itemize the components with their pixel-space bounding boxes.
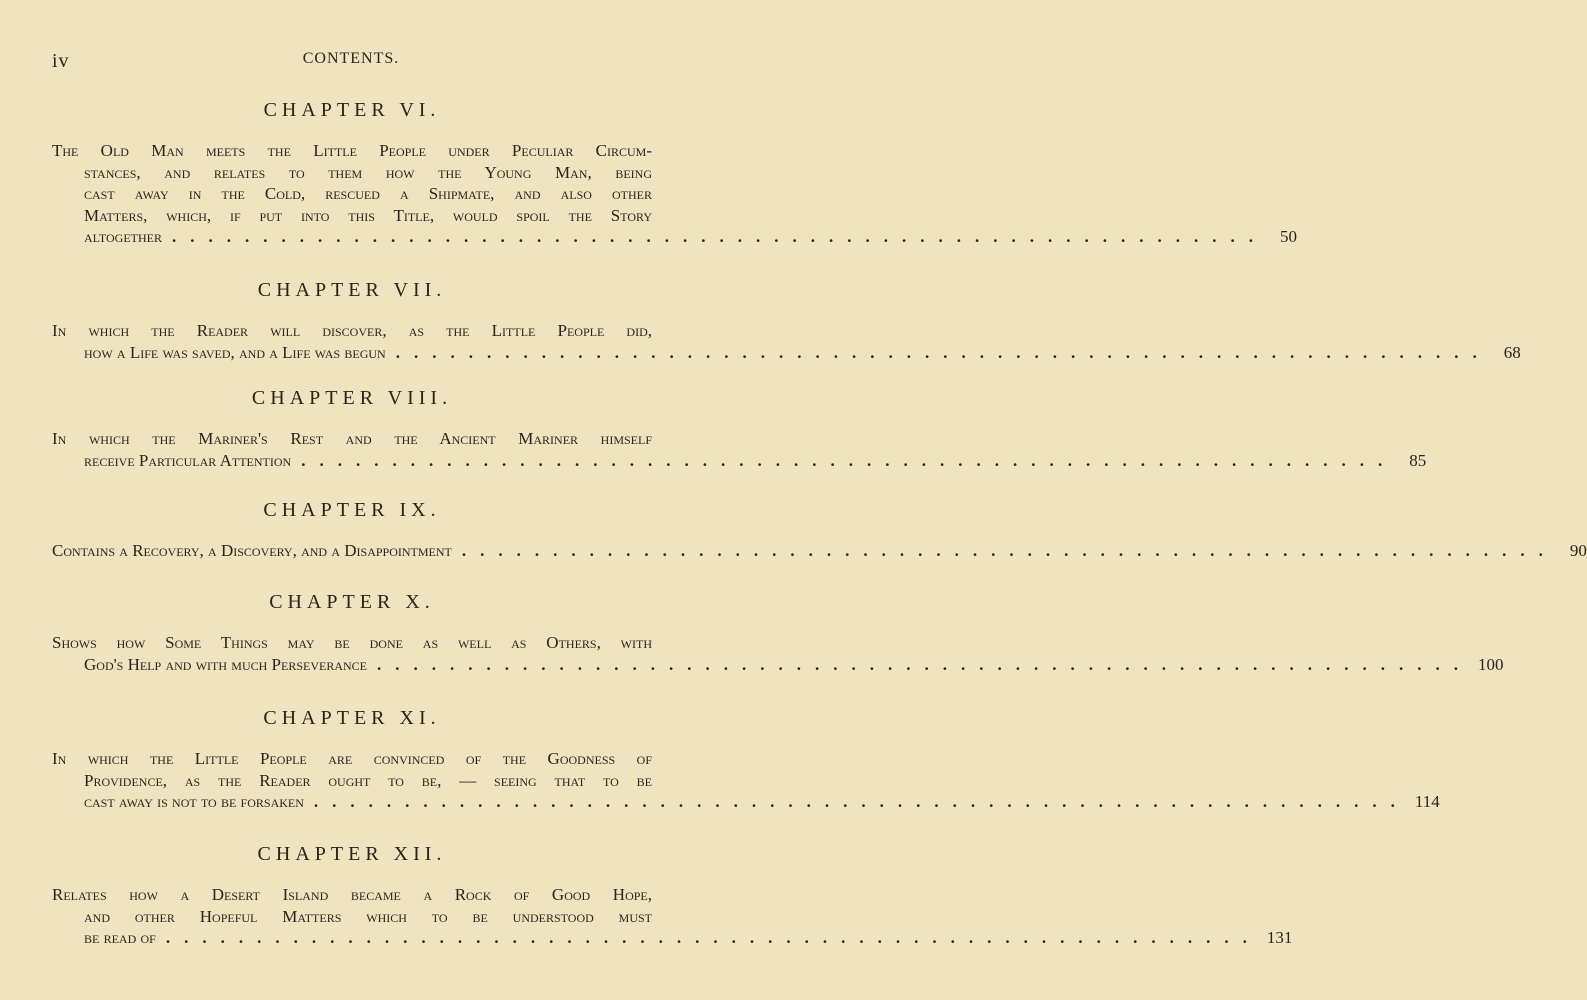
chapter-summary <box>52 748 1440 813</box>
summary-last-line <box>52 342 1521 364</box>
chapter-entry <box>52 278 1521 363</box>
chapter-heading: CHAPTER VII. <box>257 279 447 301</box>
chapter-summary <box>52 428 1427 471</box>
summary-last-line <box>52 540 1587 562</box>
dot-leader: ............................................................ <box>172 227 1267 246</box>
summary-line: Providence, as the Reader ought to be, — seeing that to be <box>84 770 652 790</box>
chapter-summary <box>52 632 1504 675</box>
summary-line: The Old Man meets the Little People under Peculiar Circum- <box>52 141 652 160</box>
chapter-entry <box>52 498 1587 562</box>
chapter-summary <box>52 320 1521 363</box>
summary-line: altogether <box>84 227 162 246</box>
chapter-heading: CHAPTER VIII. <box>251 387 453 409</box>
summary-line: stances, and relates to them how the Young Man, being <box>84 162 652 182</box>
page-number: 90 <box>1569 541 1587 560</box>
chapter-entry <box>52 590 1504 675</box>
summary-line: how a Life was saved, and a Life was begun <box>84 342 386 362</box>
page-number: 114 <box>1414 792 1440 811</box>
dot-leader: ............................................................ <box>313 792 1409 811</box>
summary-line: In which the Little People are convinced of the Goodness of <box>52 749 652 768</box>
summary-line: God's Help and with much Perseverance <box>84 654 367 674</box>
running-head <box>0 48 702 72</box>
summary-last-line <box>52 450 1427 472</box>
summary-line: Contains a Recovery, a Discovery, and a Disappointment <box>52 541 452 560</box>
summary-last-line <box>52 791 1440 813</box>
chapter-summary <box>52 540 1587 562</box>
chapter-entry <box>52 842 1293 949</box>
chapter-summary <box>52 884 1293 949</box>
page-number: 100 <box>1478 654 1504 674</box>
dot-leader: ............................................................ <box>461 541 1557 560</box>
summary-line: receive Particular Attention <box>84 450 292 470</box>
summary-last-line <box>52 226 1297 248</box>
summary-last-line <box>52 927 1293 949</box>
summary-line: and other Hopeful Matters which to be understood must <box>84 906 652 926</box>
chapter-heading: CHAPTER IX. <box>263 499 441 521</box>
chapter-heading: CHAPTER XII. <box>257 843 447 865</box>
page-number: 85 <box>1409 450 1427 470</box>
summary-line: cast away in the Cold, rescued a Shipmate, and also other <box>84 184 652 203</box>
chapter-entry <box>52 706 1440 813</box>
summary-line: In which the Reader will discover, as the Little People did, <box>52 321 652 340</box>
summary-line: be read of <box>84 928 156 947</box>
chapter-summary <box>52 140 1297 248</box>
summary-line: Relates how a Desert Island became a Rock of Good Hope, <box>52 885 652 904</box>
chapter-heading: CHAPTER XI. <box>263 707 441 729</box>
summary-last-line <box>52 654 1504 676</box>
dot-leader: ............................................................ <box>395 342 1491 362</box>
chapter-heading: CHAPTER X. <box>269 591 435 613</box>
chapter-heading: CHAPTER VI. <box>263 99 441 121</box>
page-number: 131 <box>1266 928 1293 947</box>
dot-leader: ............................................................ <box>165 928 1261 947</box>
summary-line: Shows how Some Things may be done as well as Others, with <box>52 633 652 652</box>
chapter-entry <box>52 386 1427 471</box>
running-title: CONTENTS. <box>302 50 400 67</box>
page-number: 50 <box>1280 227 1297 246</box>
chapter-entry <box>52 98 1297 248</box>
dot-leader: ............................................................ <box>377 654 1472 674</box>
dot-leader: ............................................................ <box>301 450 1397 470</box>
page-number: 68 <box>1503 342 1521 362</box>
summary-line: Matters, which, if put into this Title, would spoil the Story <box>84 205 652 225</box>
summary-line: In which the Mariner's Rest and the Ancient Mariner himself <box>52 429 652 448</box>
page-folio: iv <box>52 50 70 72</box>
summary-line: cast away is not to be forsaken <box>84 792 304 811</box>
